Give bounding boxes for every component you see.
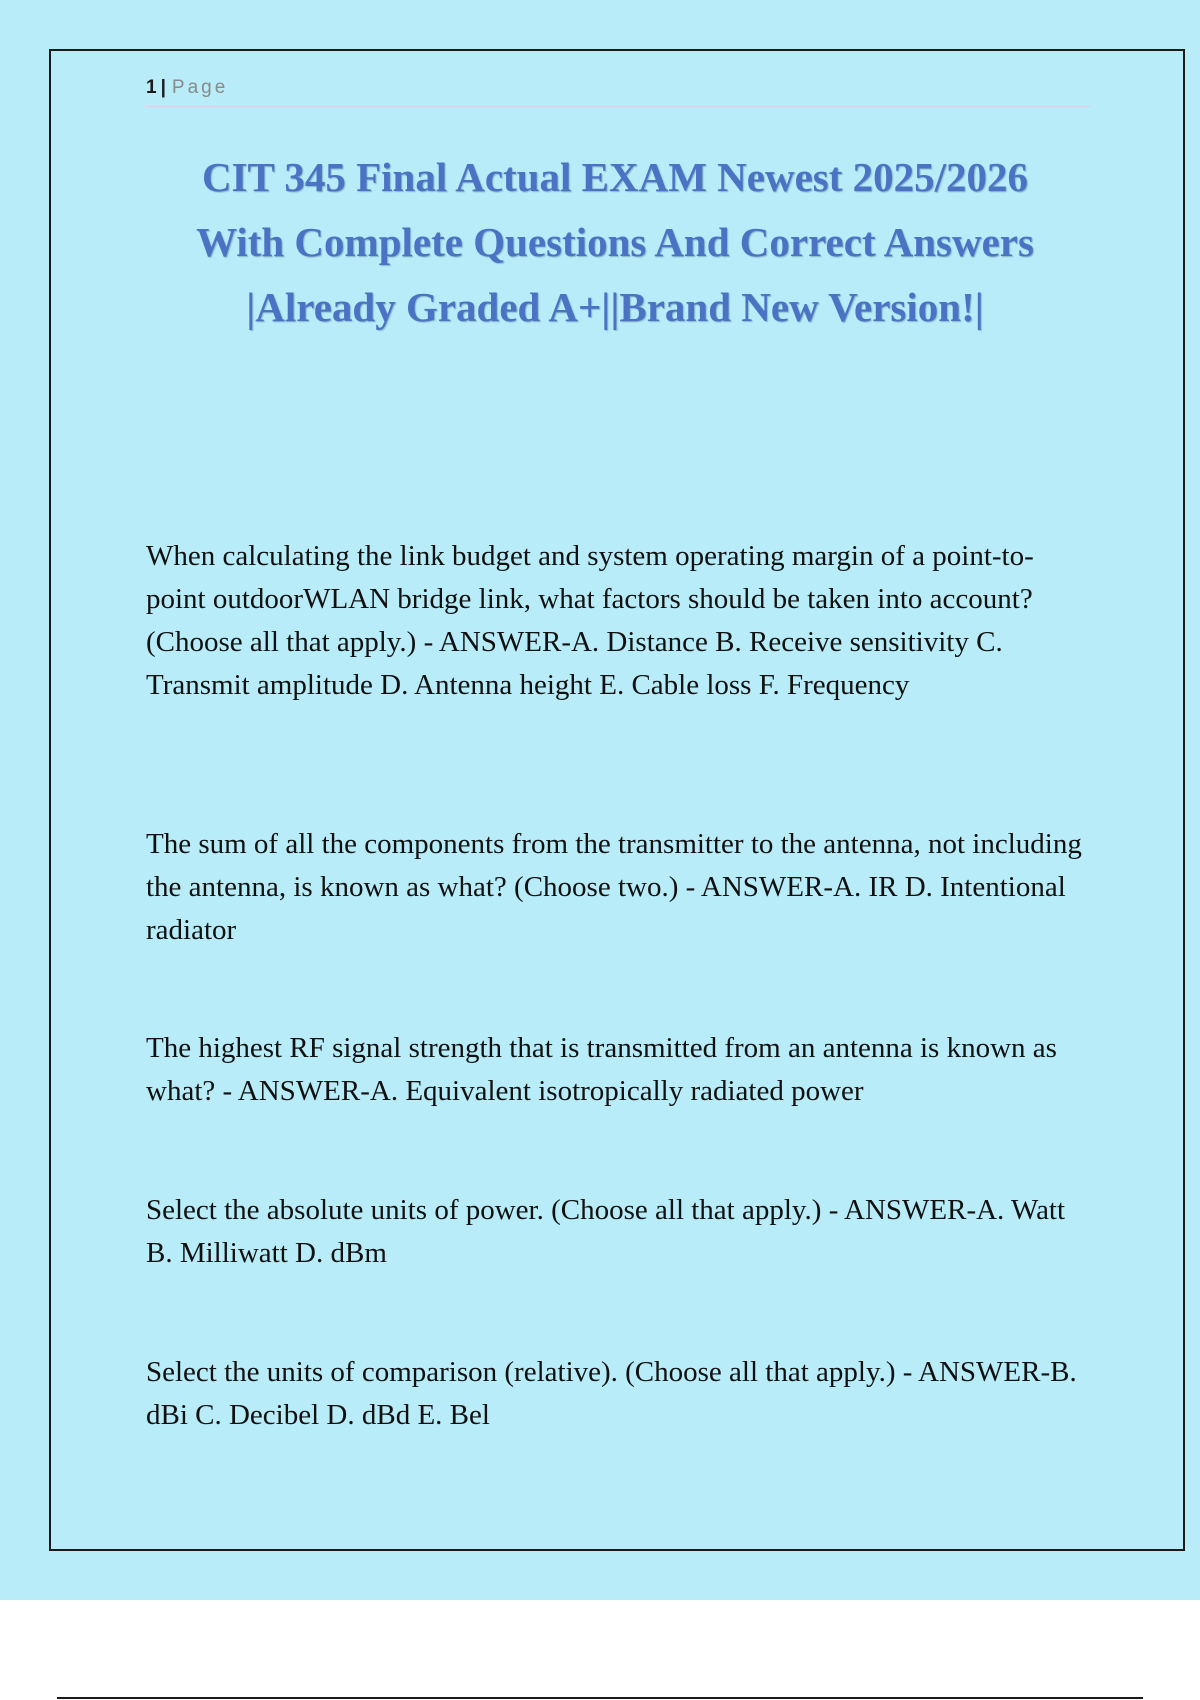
qa-item-3: The highest RF signal strength that is transmitted from an antenna is known as what? - ANSWER-A. Equivalent isotropically radiated power — [146, 1032, 1057, 1107]
page-separator: | — [160, 77, 166, 98]
title-line-2: With Complete Questions And Correct Answers — [196, 219, 1034, 265]
qa-item-1: When calculating the link budget and system operating margin of a point-to-point outdoorWLAN bridge link, what factors should be taken into account? (Choose all that apply.) - ANSWER-A. Distance B. Receive sensitivity C. Transmit amplitude D. Antenna height E. Cable loss F. Frequency — [146, 540, 1034, 701]
document-title — [130, 145, 1100, 340]
page-header — [146, 76, 1091, 107]
qa-item-4: Select the absolute units of power. (Choose all that apply.) - ANSWER-A. Watt B. Milliwatt D. dBm — [146, 1194, 1066, 1269]
footer-rule — [57, 1697, 1143, 1699]
title-line-3: |Already Graded A+||Brand New Version!| — [246, 284, 984, 330]
qa-item-5: Select the units of comparison (relative). (Choose all that apply.) - ANSWER-B. dBi C. Decibel D. dBd E. Bel — [146, 1356, 1077, 1431]
page-number: 1 — [146, 77, 157, 98]
page-word: Page — [171, 77, 229, 98]
title-line-1: CIT 345 Final Actual EXAM Newest 2025/2026 — [201, 154, 1029, 200]
qa-item-2: The sum of all the components from the transmitter to the antenna, not including the antenna, is known as what? (Choose two.) - ANSWER-A. IR D. Intentional radiator — [146, 828, 1082, 946]
